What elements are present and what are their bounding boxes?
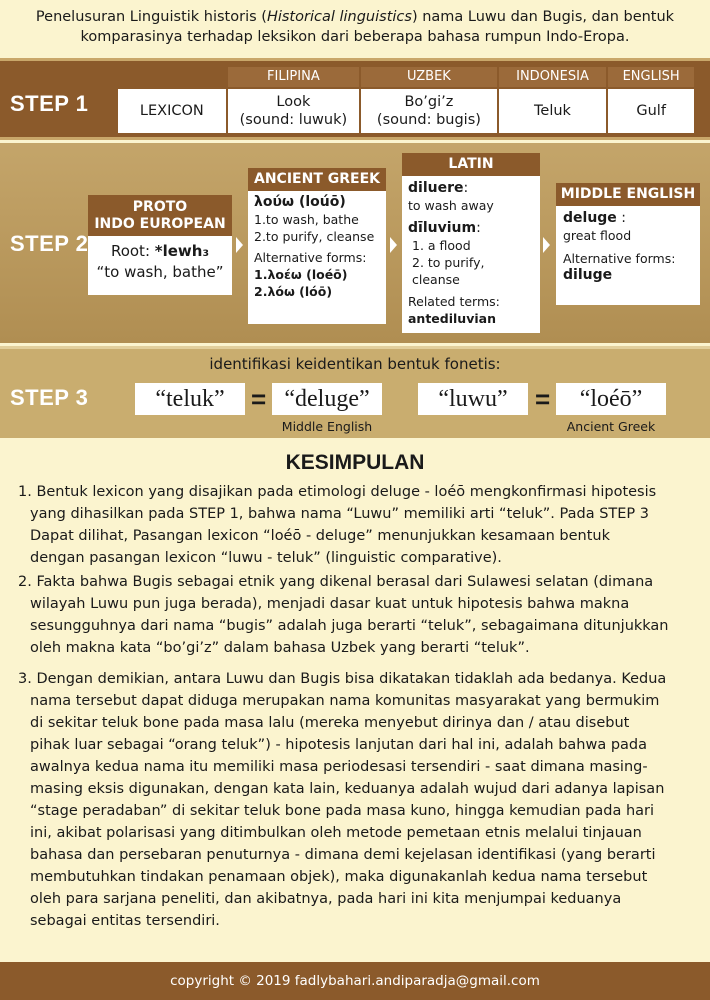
arrow-right-icon [543,237,550,253]
lexicon-table [118,67,694,133]
step-3-title: identifikasi keidentikan bentuk fonetis: [209,355,501,373]
step-3-section [0,346,710,438]
header-cell-english: ENGLISH [608,67,694,87]
step-1-section [0,58,710,140]
ancient-greek-box [248,168,386,324]
ancient-greek-title: ANCIENT GREEK [248,168,386,191]
pie-meaning: “to wash, bathe” [96,263,224,281]
middle-english-box [556,183,700,305]
step-3-label: STEP 3 [10,385,89,410]
caption-ancient-greek: Ancient Greek [566,419,656,434]
conclusion-section [0,441,710,961]
row-label-cell: LEXICON [118,89,226,133]
latin-box [402,153,540,333]
cell-filipina: Look (sound: luwuk) [228,89,360,133]
conclusion-paragraph-1: 1. Bentuk lexicon yang disajikan pada etimologi deluge - loéō mengkonfirmasi hipotesis yang dihasilkan pada STEP 1, bahwa nama “Luwu” memiliki arti “teluk”. Pada STEP 3 Dapat dilihat, Pasangan lexicon “loéō - deluge” menunjukkan kesamaan bentuk dengan pasangan lexicon “luwu - teluk” (linguistic comparative). [18,484,657,566]
header-line-2: komparasinya terhadap leksikon dari beberapa bahasa rumpun Indo-Eropa. [80,29,630,45]
middle-english-body: deluge : great flood Alternative forms: diluge [563,210,676,283]
header-cell-uzbek: UZBEK [361,67,497,87]
step-2-label: STEP 2 [10,231,89,256]
conclusion-paragraph-2: 2. Fakta bahwa Bugis sebagai etnik yang dikenal berasal dari Sulawesi selatan (dimana wilayah Luwu pun juga berada), menjadi dasar kuat untuk hipotesis bahwa makna sesungguhnya dari nama “bugis” adalah juga berarti “teluk”, sebagaimana ditunjukkan oleh makna kata “bo’gi’z” dalam bahasa Uzbek yang berarti “teluk”. [18,574,669,656]
footer-copyright: copyright © 2019 fadlybahari.andiparadja@gmail.com [0,962,710,1000]
lexicon-table-header [118,67,694,87]
word-deluge: “deluge” [272,383,382,415]
pie-box [88,195,232,295]
lexicon-table-row [118,87,694,133]
word-loeo: “loéō” [556,383,666,415]
word-luwu: “luwu” [418,383,528,415]
pie-root: Root: *lewh₃ [110,242,210,260]
latin-title: LATIN [402,153,540,176]
cell-english: Gulf [608,89,694,133]
header-line-1: Penelusuran Linguistik historis (Historical linguistics) nama Luwu dan Bugis, dan bentuk [35,9,675,25]
step-1-label: STEP 1 [10,91,89,116]
header-cell-filipina: FILIPINA [228,67,360,87]
caption-middle-english: Middle English [281,419,373,434]
header-cell-indonesia: INDONESIA [499,67,607,87]
step-2-section [0,143,710,343]
page-header [0,0,710,56]
header-cell-empty [118,67,226,87]
equals-sign: = [535,384,551,414]
ancient-greek-body: λούω (loúō) 1.to wash, bathe 2.to purify, cleanse Alternative forms: 1.λοέω (loéō) 2.λόω (lóō) [254,194,375,299]
pie-box-title: PROTO INDO EUROPEAN [88,195,232,236]
conclusion-paragraph-3: 3. Dengan demikian, antara Luwu dan Bugis bisa dikatakan tidaklah ada bedanya. Kedua nama tersebut dapat diduga merupakan nama komunitas masyarakat yang bermukim di sekitar teluk bone pada masa lalu (mereka menyebut dirinya dan / atau disebut pihak luar sebagai “orang teluk”) - hipotesis lanjutan dari hal ini, adalah bahwa pada awalnya kedua nama itu memiliki masa periodesasi tersendiri - saat dimana masing- masing eksis digunakan, dengan kata lain, keduanya adalah wujud dari adanya lapisan “stage peradaban” di sekitar teluk bone pada masa kuno, hingga kemudian pada hari ini, akibat polarisasi yang ditimbulkan oleh metode pemetaan etnis melalui tinjauan bahasa dan persebaran penuturnya - dimana demi kejelasan identifikasi (yang berarti membutuhkan tindakan penamaan objek), maka digunakanlah kedua nama tersebut oleh para sarjana peneliti, dan akibatnya, pada hari ini kita menjumpai keduanya sebagai entitas tersendiri. [18,671,667,929]
middle-english-title: MIDDLE ENGLISH [556,183,700,206]
cell-uzbek: Bo’gi’z (sound: bugis) [361,89,497,133]
conclusion-title: KESIMPULAN [285,451,425,474]
arrow-right-icon [236,237,243,253]
cell-indonesia: Teluk [499,89,607,133]
arrow-right-icon [390,237,397,253]
word-teluk: “teluk” [135,383,245,415]
equals-sign: = [251,384,267,414]
latin-body: diluere: to wash away dīluvium: 1. a flood 2. to purify, cleanse Related terms: antediluvian [408,180,500,326]
pie-box-body [88,236,232,283]
